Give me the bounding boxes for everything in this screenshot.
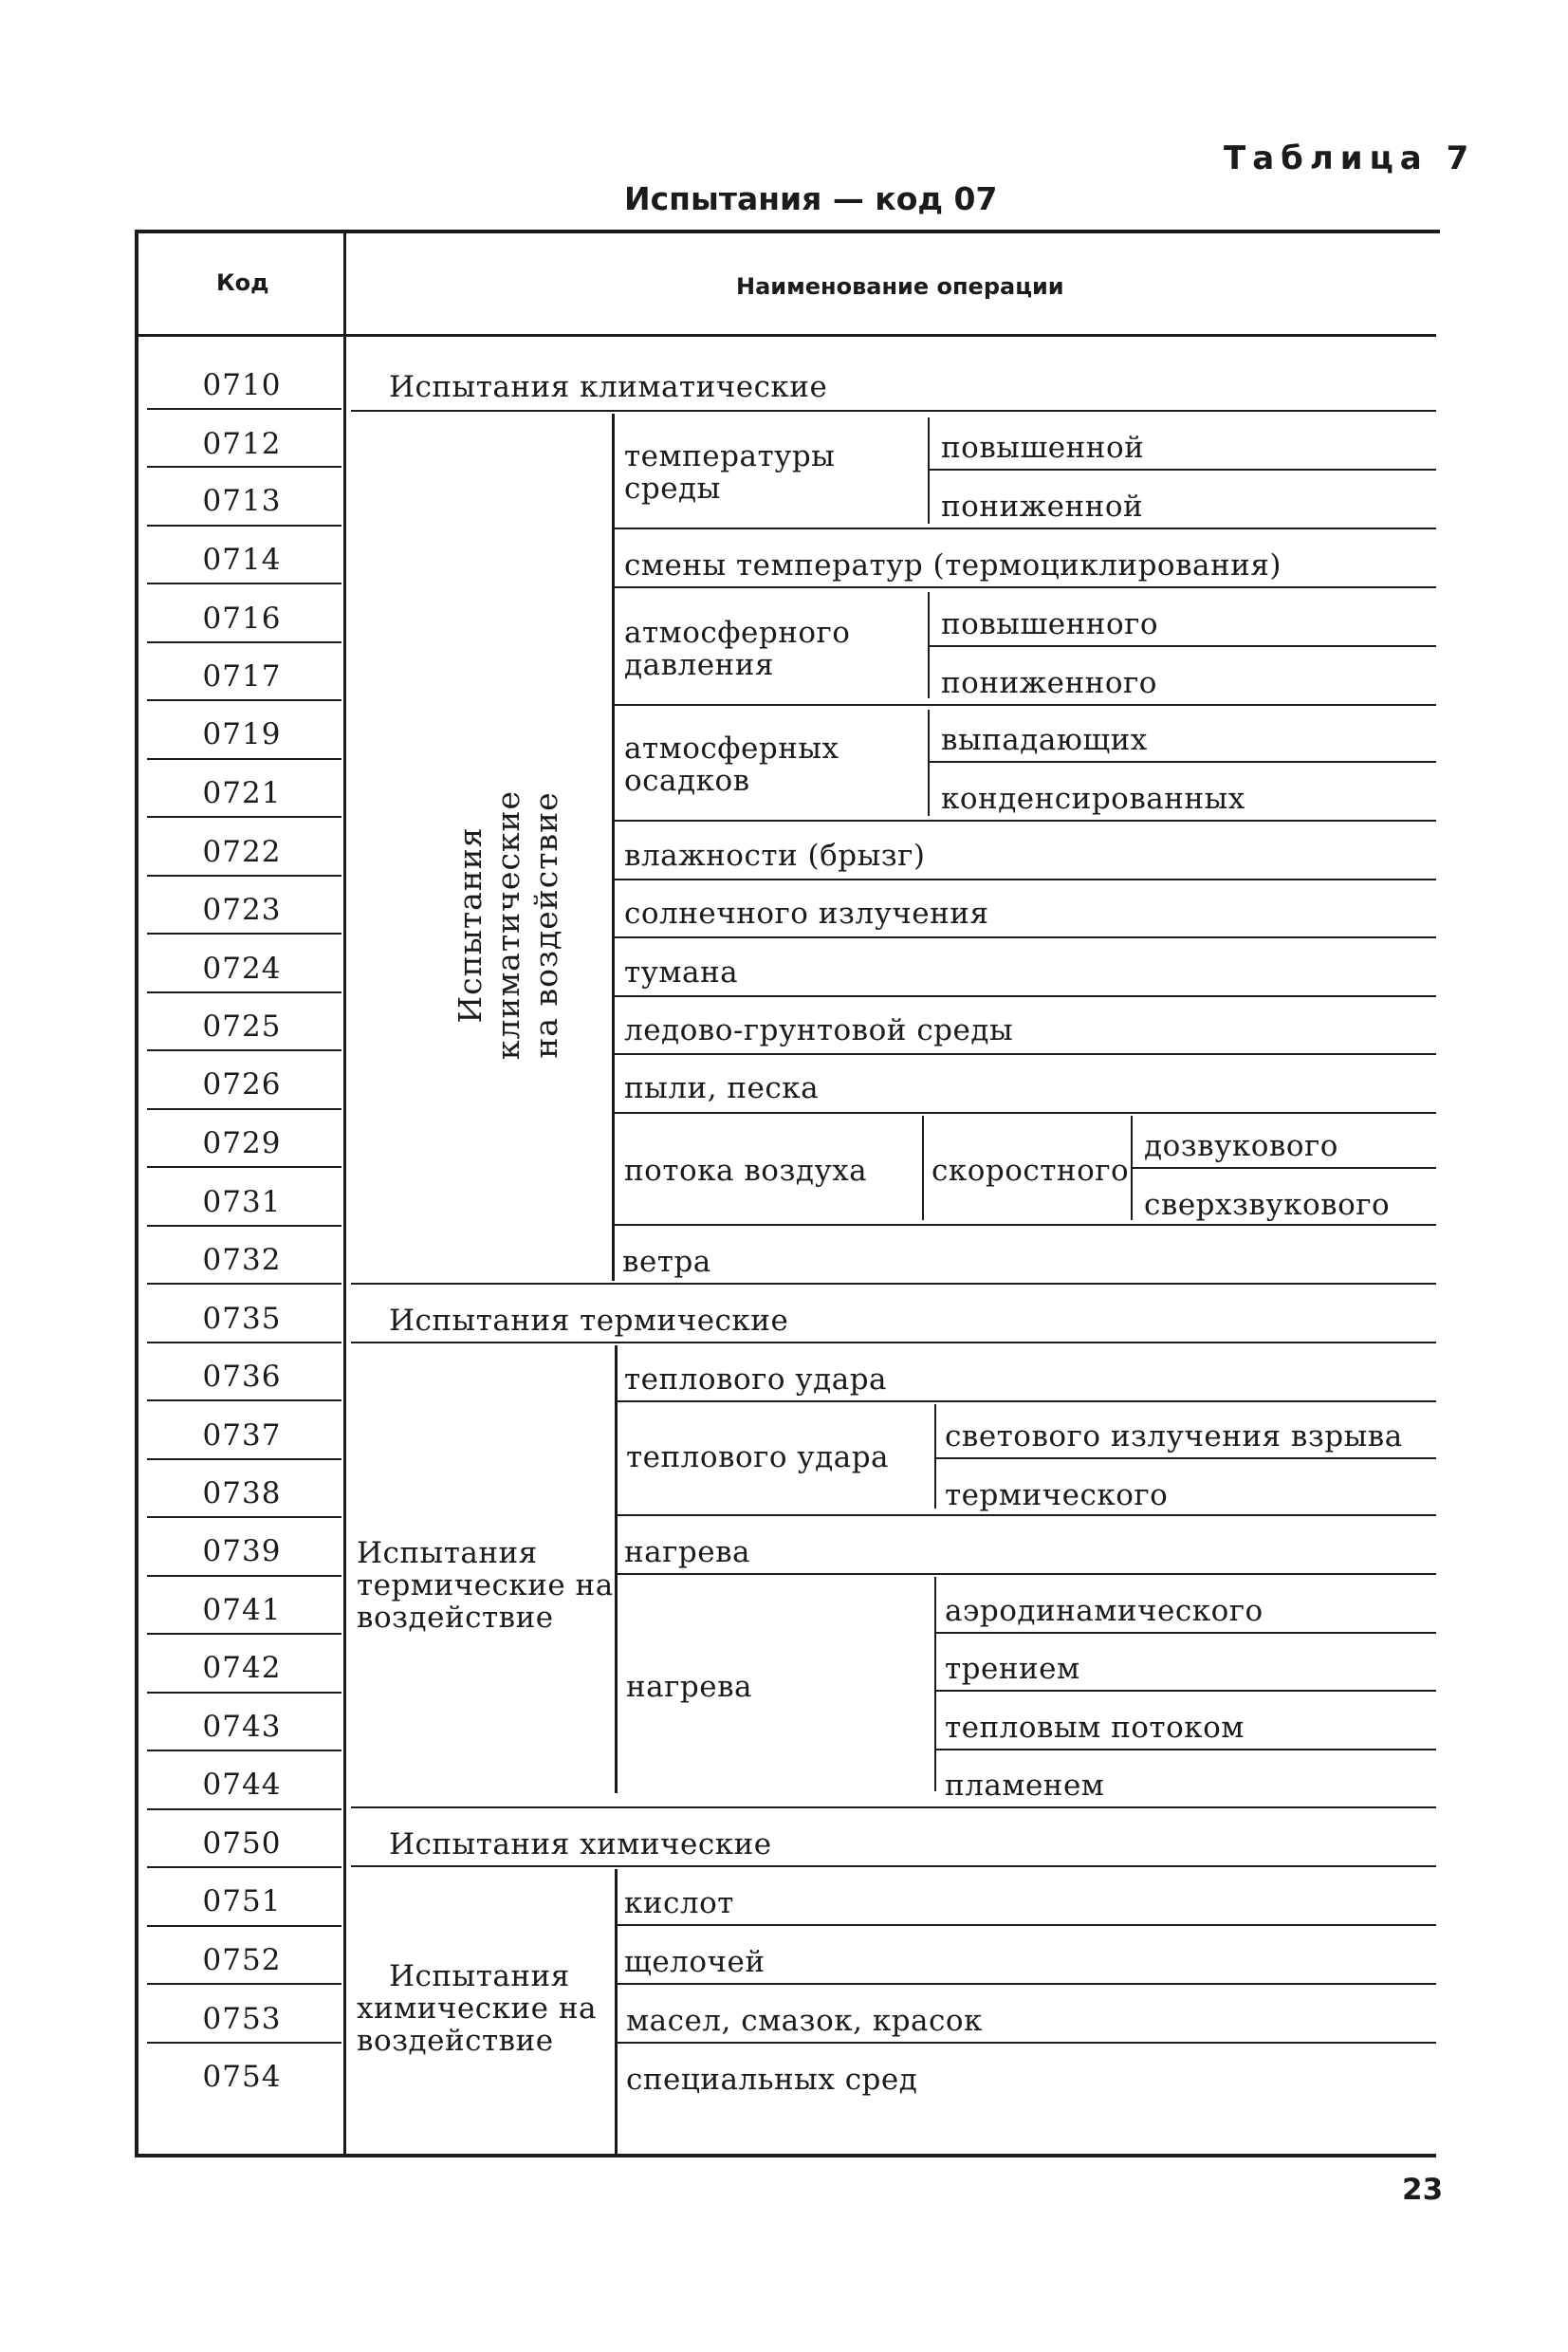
code-cell: 0726 [202, 1067, 282, 1102]
code-row-rule [147, 933, 341, 935]
code-row-rule [147, 1516, 341, 1518]
heat-shock-label: теплового удара [624, 1362, 888, 1397]
subsonic-label: дозвукового [1144, 1129, 1338, 1163]
code-cell: 0729 [202, 1126, 282, 1160]
code-cell: 0713 [202, 484, 282, 518]
code-row-rule [147, 1108, 341, 1110]
sub-divider [928, 710, 930, 816]
code-row-rule [147, 1283, 341, 1285]
humidity-label: влажности (брызг) [624, 839, 926, 873]
code-col-divider [343, 230, 346, 2156]
code-cell: 0732 [202, 1243, 282, 1277]
row-rule [615, 936, 1436, 938]
dust-sand-label: пыли, песка [624, 1071, 820, 1105]
code-row-rule [147, 1692, 341, 1694]
code-row-rule [147, 1049, 341, 1051]
code-row-rule [147, 991, 341, 993]
pressure-label: атмосферного давления [624, 616, 851, 682]
heating-label: нагрева [624, 1535, 751, 1569]
code-cell: 0719 [202, 717, 282, 751]
special-media-label: специальных сред [626, 2063, 918, 2097]
code-cell: 0754 [202, 2060, 282, 2094]
section-rule [351, 410, 1436, 412]
alkalis-label: щелочей [624, 1945, 766, 1979]
row-rule [618, 1573, 1436, 1575]
row-rule [615, 1053, 1436, 1055]
climatic-group-label: Испытания климатические на воздействие [452, 789, 564, 1061]
code-row-rule [147, 1925, 341, 1927]
code-cell: 0737 [202, 1418, 282, 1453]
sub-divider [922, 1116, 924, 1220]
row-rule [1133, 1167, 1436, 1169]
sub-divider [934, 1577, 936, 1791]
solar-label: солнечного излучения [624, 897, 989, 931]
fog-label: тумана [624, 955, 739, 990]
code-cell: 0716 [202, 602, 282, 636]
heat-flow-label: тепловым потоком [945, 1711, 1245, 1745]
code-cell: 0710 [202, 368, 282, 402]
row-rule [930, 469, 1436, 471]
code-row-rule [147, 583, 341, 584]
code-cell: 0712 [202, 427, 282, 461]
page-number: 23 [1402, 2173, 1444, 2207]
code-cell: 0731 [202, 1185, 282, 1219]
temperature-label: температуры среды [624, 439, 836, 506]
code-cell: 0738 [202, 1476, 282, 1510]
row-rule [936, 1749, 1436, 1750]
airflow-label: потока воздуха [624, 1154, 868, 1188]
row-rule [615, 704, 1436, 706]
code-row-rule [147, 1399, 341, 1401]
code-cell: 0722 [202, 835, 282, 869]
table-label: Таблица 7 [1224, 139, 1476, 177]
supersonic-label: сверхзвукового [1144, 1188, 1391, 1222]
code-row-rule [147, 641, 341, 643]
row-rule [930, 761, 1436, 763]
frame-left [135, 230, 138, 2158]
pressure-elevated-label: повышенного [941, 607, 1159, 641]
code-row-rule [147, 2042, 341, 2044]
friction-label: трением [945, 1652, 1080, 1686]
section-rule [351, 1806, 1436, 1808]
row-rule [618, 1514, 1436, 1516]
row-rule [615, 528, 1436, 529]
row-rule [615, 1112, 1436, 1114]
code-cell: 0751 [202, 1884, 282, 1918]
code-row-rule [147, 875, 341, 877]
code-cell: 0714 [202, 543, 282, 577]
code-cell: 0717 [202, 659, 282, 694]
header-code: Код [216, 269, 269, 296]
condensed-label: конденсированных [941, 782, 1245, 816]
row-rule [930, 645, 1436, 647]
row-rule [615, 995, 1436, 997]
falling-label: выпадающих [941, 723, 1148, 757]
heat-shock-2-label: теплового удара [626, 1440, 890, 1474]
row-rule [618, 1924, 1436, 1926]
code-row-rule [147, 1983, 341, 1985]
wind-label: ветра [622, 1245, 711, 1279]
code-cell: 0741 [202, 1593, 282, 1627]
code-row-rule [147, 758, 341, 760]
code-cell: 0723 [202, 893, 282, 927]
group-divider [615, 1869, 618, 2154]
section-rule [351, 1342, 1436, 1343]
thermal-kind-label: термического [945, 1478, 1169, 1512]
row-rule [615, 1224, 1436, 1226]
section-title-thermal: Испытания термические [389, 1304, 789, 1338]
top-rule [138, 230, 1440, 233]
row-rule [618, 2042, 1436, 2044]
code-cell: 0725 [202, 1009, 282, 1044]
code-row-rule [147, 1458, 341, 1460]
code-row-rule [147, 466, 341, 468]
code-row-rule [147, 699, 341, 701]
code-cell: 0752 [202, 1943, 282, 1977]
section-title-climatic: Испытания климатические [389, 370, 828, 404]
code-cell: 0753 [202, 2002, 282, 2036]
row-rule [936, 1457, 1436, 1459]
header-rule [138, 334, 1436, 337]
code-row-rule [147, 408, 341, 410]
code-cell: 0724 [202, 952, 282, 986]
section-title-chemical: Испытания химические [389, 1827, 772, 1861]
temp-change-label: смены температур (термоциклирования) [624, 548, 1282, 583]
precipitation-label: атмосферных осадков [624, 732, 839, 798]
header-name: Наименование операции [736, 273, 1064, 300]
code-cell: 0721 [202, 776, 282, 810]
aerodynamic-label: аэродинамического [945, 1594, 1264, 1628]
code-row-rule [147, 1750, 341, 1751]
code-row-rule [147, 816, 341, 818]
code-row-rule [147, 1808, 341, 1810]
code-cell: 0750 [202, 1826, 282, 1861]
oils-label: масел, смазок, красок [626, 2004, 983, 2038]
code-row-rule [147, 1342, 341, 1343]
row-rule [615, 879, 1436, 880]
code-row-rule [147, 1633, 341, 1635]
elevated-label: повышенной [941, 431, 1145, 465]
code-row-rule [147, 1166, 341, 1168]
ice-ground-label: ледово-грунтовой среды [624, 1013, 1014, 1047]
code-cell: 0736 [202, 1360, 282, 1394]
code-cell: 0742 [202, 1651, 282, 1685]
group-divider [612, 414, 615, 1281]
flame-label: пламенем [945, 1769, 1105, 1803]
code-row-rule [147, 1575, 341, 1577]
lowered-label: пониженной [941, 490, 1144, 524]
table-caption: Испытания — код 07 [624, 180, 998, 217]
row-rule [618, 1983, 1436, 1985]
velocity-label: скоростного [932, 1154, 1130, 1188]
section-rule [351, 1865, 1436, 1867]
code-cell: 0743 [202, 1710, 282, 1744]
pressure-lowered-label: пониженного [941, 666, 1157, 700]
acids-label: кислот [624, 1886, 734, 1920]
heating-2-label: нагрева [626, 1670, 753, 1704]
sub-divider [928, 417, 930, 524]
code-cell: 0739 [202, 1534, 282, 1568]
chemical-group-label: Испытания химические на воздействие [357, 1959, 598, 2058]
code-cell: 0744 [202, 1768, 282, 1802]
light-explosion-label: светового излучения взрыва [945, 1419, 1403, 1454]
sub-divider [934, 1404, 936, 1509]
row-rule [936, 1690, 1436, 1692]
code-row-rule [147, 525, 341, 527]
row-rule [936, 1632, 1436, 1634]
group-divider [615, 1345, 618, 1793]
code-row-rule [147, 1225, 341, 1227]
row-rule [618, 1400, 1436, 1402]
code-cell: 0735 [202, 1302, 282, 1336]
row-rule [615, 586, 1436, 588]
thermal-group-label: Испытания термические на воздействие [357, 1536, 614, 1635]
row-rule [615, 820, 1436, 822]
bottom-rule [135, 2154, 1436, 2158]
code-row-rule [147, 1866, 341, 1868]
section-rule [351, 1283, 1436, 1285]
